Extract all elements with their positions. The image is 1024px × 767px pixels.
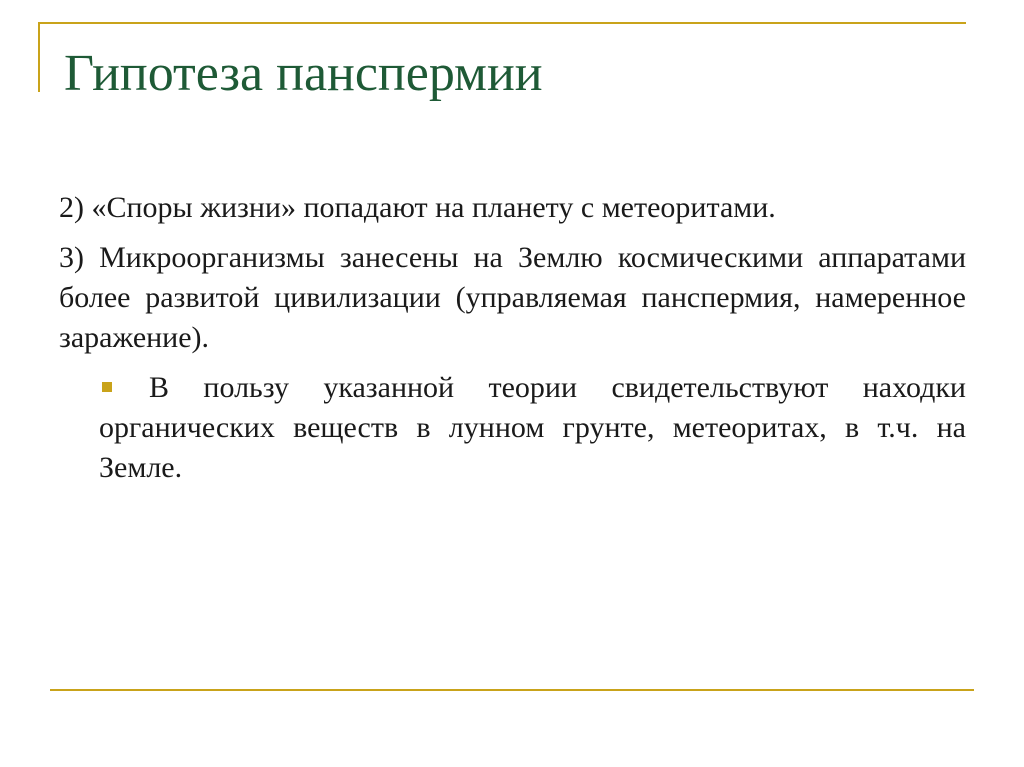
paragraph-microorganisms: 3) Микроорганизмы занесены на Землю космическими аппаратами более развитой цивилизации (управляемая панспермия, намеренное заражение). xyxy=(59,241,966,354)
top-divider xyxy=(38,22,966,24)
bottom-divider xyxy=(50,689,974,691)
bullet-text: В пользу указанной теории свидетельствуют находки органических веществ в лунном грунте, метеоритах, в т.ч. на Земле. xyxy=(99,371,966,484)
bullet-item xyxy=(99,368,966,488)
slide-body xyxy=(59,188,966,488)
slide-title: Гипотеза панспермии xyxy=(64,45,543,102)
square-bullet-icon xyxy=(102,382,112,392)
paragraph-spores: 2) «Споры жизни» попадают на планету с метеоритами. xyxy=(59,191,776,224)
left-divider xyxy=(38,22,40,92)
